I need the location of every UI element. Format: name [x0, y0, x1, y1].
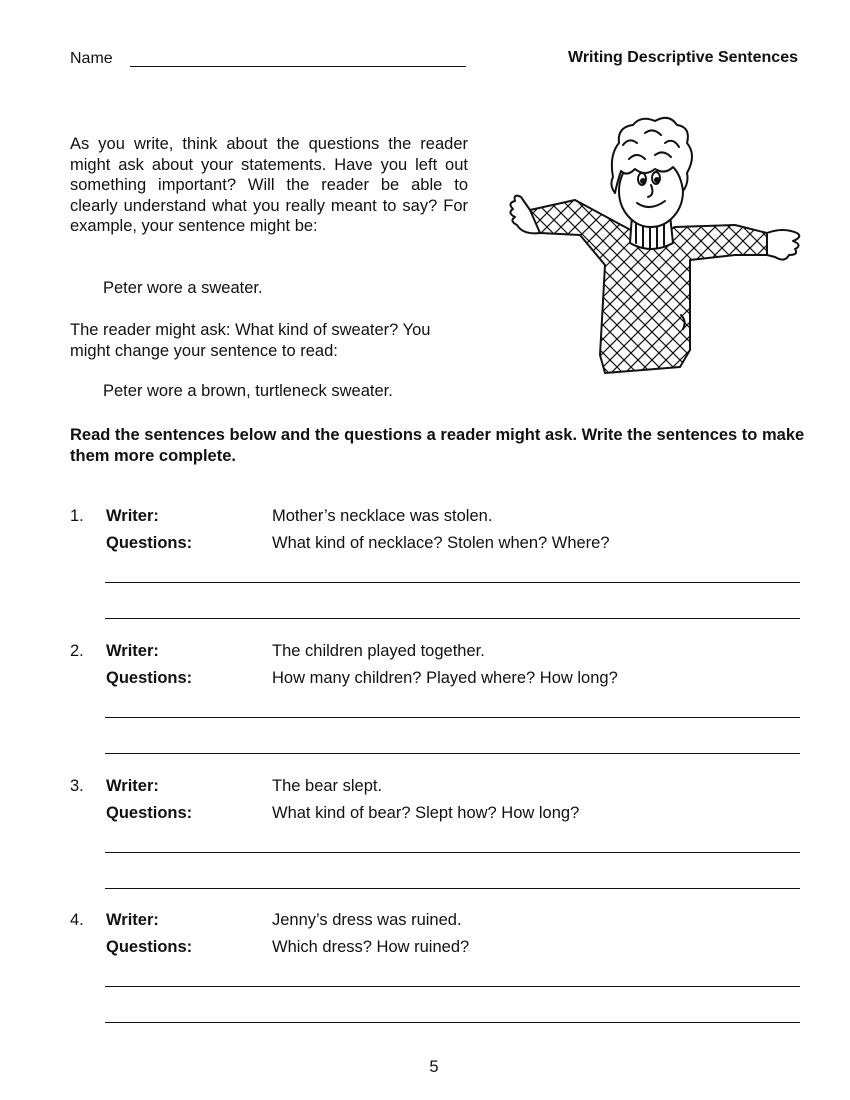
name-label: Name [70, 50, 113, 67]
worksheet-title: Writing Descriptive Sentences [568, 49, 798, 66]
questions-label: Questions: [106, 804, 193, 822]
reader-questions: What kind of bear? Slept how? How long? [272, 804, 580, 822]
answer-line[interactable] [105, 1022, 800, 1023]
peter-sweater-illustration [505, 115, 805, 385]
exercise-item [0, 642, 850, 777]
answer-line[interactable] [105, 717, 800, 718]
writer-sentence: Jenny’s dress was ruined. [272, 911, 462, 929]
writer-sentence: The children played together. [272, 642, 485, 660]
exercise-item [0, 507, 850, 642]
answer-line[interactable] [105, 888, 800, 889]
answer-line[interactable] [105, 753, 800, 754]
writer-label: Writer: [106, 507, 159, 525]
item-number: 3. [70, 777, 84, 795]
exercise-item [0, 777, 850, 912]
reader-question-paragraph: The reader might ask: What kind of sweater? You might change your sentence to read: [70, 321, 431, 360]
answer-line[interactable] [105, 582, 800, 583]
item-number: 2. [70, 642, 84, 660]
reader-questions: How many children? Played where? How long? [272, 669, 618, 687]
questions-label: Questions: [106, 669, 193, 687]
reader-questions: Which dress? How ruined? [272, 938, 470, 956]
instructions: Read the sentences below and the questions a reader might ask. Write the sentences to make them more complete. [70, 426, 805, 465]
reader-questions: What kind of necklace? Stolen when? Where? [272, 534, 610, 552]
exercise-item [0, 911, 850, 1046]
name-answer-line[interactable] [130, 66, 466, 67]
example-sentence-2: Peter wore a brown, turtleneck sweater. [103, 382, 393, 400]
writer-label: Writer: [106, 911, 159, 929]
intro-paragraph: As you write, think about the questions the reader might ask about your statements. Have you left out something important? Will the reader be able to clearly understand what you really meant to say? For example, your sentence might be: [70, 135, 468, 235]
item-number: 1. [70, 507, 84, 525]
writer-sentence: The bear slept. [272, 777, 383, 795]
example-sentence-1: Peter wore a sweater. [103, 279, 263, 297]
writer-label: Writer: [106, 777, 159, 795]
questions-label: Questions: [106, 534, 193, 552]
item-number: 4. [70, 911, 84, 929]
answer-line[interactable] [105, 618, 800, 619]
page-number: 5 [429, 1058, 439, 1076]
answer-line[interactable] [105, 986, 800, 987]
questions-label: Questions: [106, 938, 193, 956]
writer-label: Writer: [106, 642, 159, 660]
answer-line[interactable] [105, 852, 800, 853]
writer-sentence: Mother’s necklace was stolen. [272, 507, 493, 525]
